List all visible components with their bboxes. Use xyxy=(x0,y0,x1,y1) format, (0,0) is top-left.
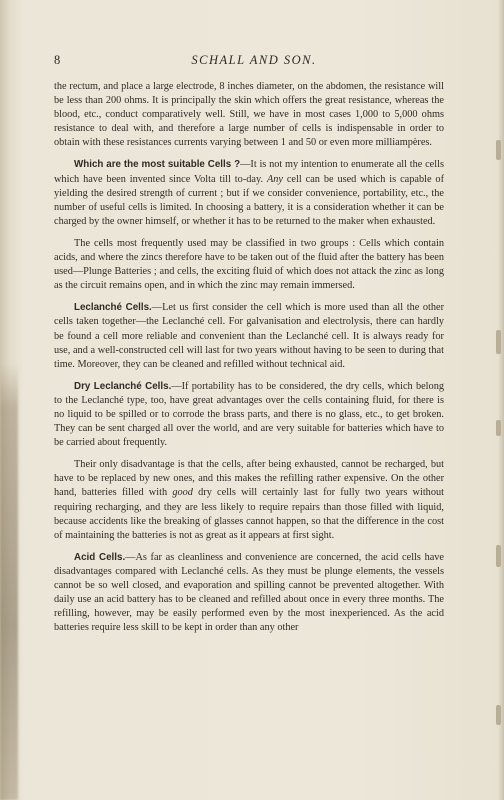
paragraph xyxy=(54,237,444,293)
edge-mark xyxy=(496,545,501,567)
paragraph xyxy=(54,380,444,450)
edge-mark xyxy=(496,330,501,354)
paragraph-text: —If portability has to be considered, the dry cells, which belong to the Leclanché type, too, have great advantages over the cells containing fluid, for there is no liquid to be spilled or to corrode the brass parts, and there is no glass, etc., to get broken. They can be sent charged all over the world, and are very suitable for batteries which have to be carried about frequently. xyxy=(54,380,444,449)
paragraph-text: dry cells will certainly last for fully two years without requiring recharging, and they are less likely to require repairs than those filled with liquid, because accidents like the breaking of glasses cannot happen, so that the difference in the cost of maintaining the batteries is not as great as it appears at first sight. xyxy=(54,487,444,541)
paragraph-text: The cells most frequently used may be classified in two groups : Cells which contain acids, and where the zincs therefore have to be taken out of the fluid after the battery has been used—Plunge Batteries ; and cells, the exciting fluid of which does not attack the zinc as long as the circuit remains open, and in which the zinc may remain immersed. xyxy=(54,237,444,292)
paragraph xyxy=(54,158,444,228)
paragraph xyxy=(54,80,444,150)
paragraph-text: —Let us first consider the cell which is more used than all the other cells taken together—the Leclanché cell. For galvanisation and electrolysis, there can hardly be found a cell more reliable and convenient than the Leclanché cell. It is always ready for use, and a well-constructed cell will last for two years without having to be seen to during that time. Moreover, they can be cleaned and refilled without technical aid. xyxy=(54,302,445,370)
paragraph xyxy=(54,458,444,543)
paragraph-text: Their only disadvantage is that the cells, after being exhausted, cannot be recharged, but have to be replaced by new ones, and this makes the refilling rather expensive. On the other hand, batteries filled with xyxy=(54,459,444,499)
emphasis-text: good xyxy=(172,487,193,499)
page-right-edge xyxy=(498,0,504,800)
emphasis-text: Any xyxy=(266,173,283,185)
running-head: SCHALL AND SON. xyxy=(191,53,317,67)
paragraph-text: —As far as cleanliness and convenience are concerned, the acid cells have disadvantages compared with Leclanché cells. As they must be plunge elements, the vessels cannot be so well closed, and evaporation and spilling cannot be prevented altogether. With daily use an acid battery has to be cleaned and refilled about once in every three months. The refilling, however, may be easily performed even by the most inexperienced. As the acid batteries require less skill to be kept in order than any other xyxy=(54,551,445,634)
paragraph-text: cell can be used which is capable of yielding the desired strength of current ; but if we consider convenience, portability, etc., the number of useful cells is limited. In choosing a battery, it is a consideration whether it can be charged by the owner himself, or whether it has to be returned to the maker when exhausted. xyxy=(54,173,445,227)
edge-mark xyxy=(496,705,501,725)
paragraph xyxy=(54,301,444,371)
body-text xyxy=(54,80,444,635)
page-header xyxy=(54,53,454,71)
section-heading: Acid Cells. xyxy=(74,551,126,563)
section-heading: Which are the most suitable Cells ? xyxy=(74,159,241,171)
edge-mark xyxy=(496,420,501,436)
page-edge-shadow xyxy=(0,365,18,800)
edge-mark xyxy=(496,140,501,160)
section-heading: Dry Leclanché Cells. xyxy=(74,380,172,392)
page-number: 8 xyxy=(54,53,61,67)
paragraph-text: the rectum, and place a large electrode, 8 inches diameter, on the abdomen, the resistance will be less than 200 ohms. It is principally the skin which offers the great resistance, whereas the blood, etc., conduct comparatively well. Still, we have in most cases 1,000 to 5,000 ohms resistance to deal with, and therefore a large number of cells is indispensable in order to obtain with these resistances currents varying between 1 and 50 or even more milliampères. xyxy=(54,81,444,149)
section-heading: Leclanché Cells. xyxy=(74,302,152,314)
paragraph xyxy=(54,551,444,636)
paragraph-text: —It is not my intention to enumerate all the cells which have been invented since Volta till to-day. xyxy=(54,159,444,185)
